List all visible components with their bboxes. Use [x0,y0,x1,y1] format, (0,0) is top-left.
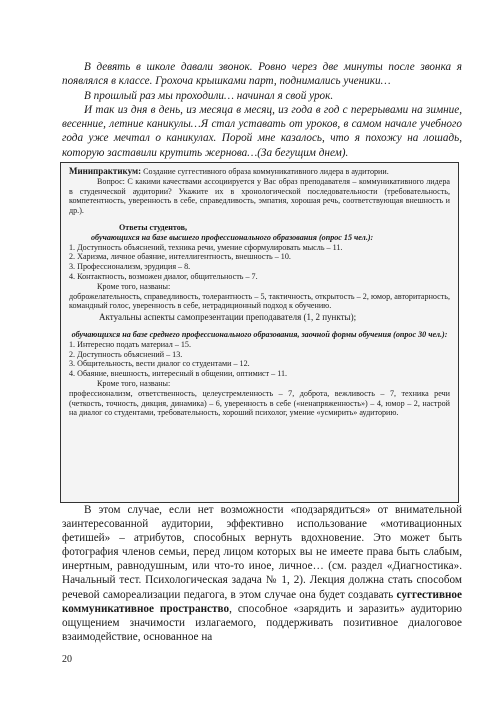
answers-heading: Ответы студентов, [119,222,188,232]
intro-quote [62,60,462,160]
group2-item: 2. Доступность объяснений – 13. [69,349,183,359]
practicum-question: Вопрос: С какими качествами ассоциируется у Вас образ преподавателя – коммуникативного лидера в студенческой аудитории? Укажите их в хронологической последовательности (требовательность, компетентность, уверенность в себе, справедливость, эмпатия, хорошая речь, соответствующая внешность и др.). [69,176,450,216]
body-text-start: В этом случае, если нет возможности «подзарядиться» от внимательной заинтересованной аудитории, эффективно использование «мотивационных фетишей» – атрибутов, способных вернуть вдохновение. Это может быть фотография членов семьи, перед лицом которых вы не имеете права быть слабым, инертным, равнодушным, или что-то иное, личное… (см. раздел «Диагностика». Начальный тест. Психологическая задача № 1, 2). Лекция должна стать способом речевой самореализации педагога, в этом случае она будет создавать [62,504,462,601]
group2-item: 1. Интересно подать материал – 15. [69,339,192,349]
body-text-end: , способное «зарядить и заразить» аудиторию ощущением значимости излагаемого, поддерживать позитивное диалоговое взаимодействие, основанное на [62,602,462,643]
group1-item: 4. Контактность, возможен диалог, общительность – 7. [69,271,258,281]
group1-item: 2. Харизма, личное обаяние, интеллигентность, внешность – 10. [69,252,291,262]
body-paragraph [62,503,462,644]
intro-paragraph-2: В прошлый раз мы проходили… начинал я свой урок. [84,89,334,102]
group2-heading: обучающихся на базе среднего профессионального образования, заочной формы обучения (опрос 30 чел.): [71,329,448,339]
group1-item: 1. Доступность объяснений, техника речи, умение сформулировать мысль – 11. [69,242,343,252]
self-presentation-note: Актуальны аспекты самопрезентации преподавателя (1, 2 пункты); [99,312,357,323]
group2-item: 4. Обаяние, внешность, интересный в общении, оптимист – 11. [69,369,288,379]
intro-paragraph-3: И так из дня в день, из месяца в месяц, из года в год с перерывами на зимние, весенние, летние каникулы…Я стал уставать от уроков, в самом начале учебного года уже мечтал о каникулах. Порой мне казалось, что я похожу на лошадь, которую заставили крутить жернова…(За бегущим днем). [62,103,462,159]
page-number: 20 [62,654,72,665]
mini-practicum-box [60,162,459,503]
group2-also-label: Кроме того, названы: [97,378,171,388]
practicum-title-label: Минипрактикум: [69,166,142,176]
group1-list [69,243,450,282]
body-key-term: суггестивное коммуникативное пространство [62,588,462,615]
group1-heading: обучающихся на базе высшего профессионального образования (опрос 15 чел.): [91,232,374,242]
main-body-text [62,503,462,644]
intro-paragraph-1: В девять в школе давали звонок. Ровно через две минуты после звонка я появлялся в классе. Грохоча крышками парт, поднимались ученики… [62,61,462,88]
group2-item: 3. Общительность, вести диалог со студентами – 12. [69,359,250,369]
practicum-title-text: Создание суггестивного образа коммуникативного лидера в аудитории. [141,167,389,176]
practicum-title [69,167,450,177]
group2-list [69,340,450,379]
group2-also-text: профессионализм, ответственность, целеустремленность – 7, доброта, вежливость – 7, техника речи (четкость, точность, дикция, динамика) – 6, уверенность в себе («ненапряженность») – 4, юмор – 2, настрой на диалог со студентами, требовательность, хороший психолог, умение «усмирить» аудиторию. [69,388,450,418]
group1-also-label: Кроме того, названы: [97,281,171,291]
group1-item: 3. Профессионализм, эрудиция – 8. [69,262,191,272]
group1-also-text: доброжелательность, справедливость, толерантность – 5, тактичность, открытость – 2, юмор, авторитарность, командный голос, уверенность в себе, нетрадиционный подход к обучению. [69,291,450,311]
